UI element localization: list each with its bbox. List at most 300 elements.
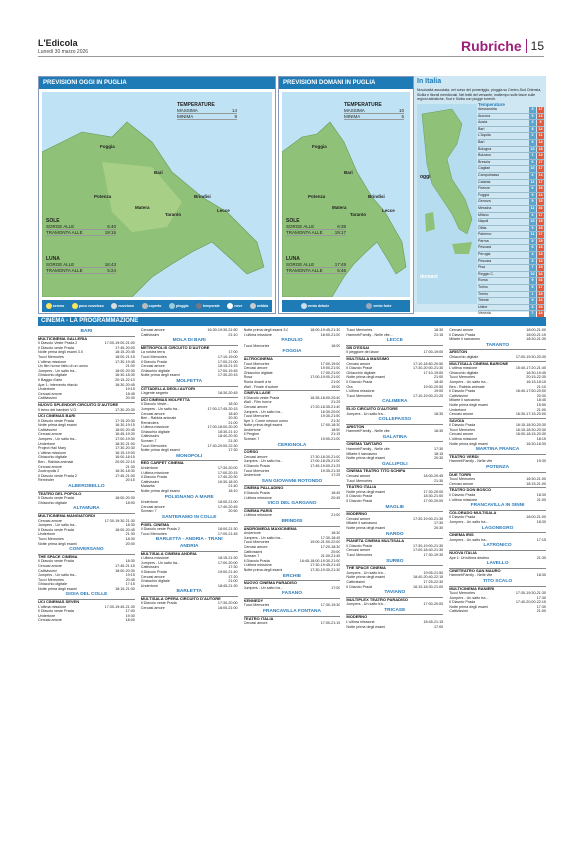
film-title: Tucci Memories — [449, 591, 476, 596]
showtimes: 20:30 — [228, 416, 238, 421]
showtimes: 17:30 — [433, 447, 444, 452]
sunset-value: 19:17 — [334, 230, 346, 235]
film-title: Ora — [346, 384, 353, 389]
film-title: Ghiacchio digitale — [140, 368, 170, 373]
sun-box — [46, 218, 116, 236]
showtimes: 17:30 — [228, 565, 238, 570]
showtimes: 17:40-20:00-22:15 — [515, 600, 546, 605]
film-title: Tucci Memories — [38, 577, 64, 582]
film-title: Reminder — [38, 478, 54, 483]
showtimes: 19:00 — [433, 389, 444, 394]
film-title: Il Diavolo veste Prada — [38, 559, 74, 564]
storm-icon — [196, 303, 202, 309]
max-temp: 13 — [538, 252, 543, 257]
cinema-name: CINEMA PARIS — [244, 508, 341, 514]
temperature-row — [478, 245, 544, 252]
city-label: Brindisi — [368, 194, 385, 199]
showtimes: 18:00-21:00 — [526, 515, 546, 520]
showtimes: 17:00 — [331, 585, 341, 590]
showtimes: 17:45-20:00 — [115, 345, 135, 350]
cinema-name: CINEMA TARTARO — [346, 441, 443, 447]
film-title: Undertone — [243, 473, 261, 478]
film-title: Jumpers - Un salto tra... — [140, 406, 181, 411]
showtimes: 16:30-17:15-20:00 — [515, 412, 546, 417]
showtimes: 17:00-20:00 — [423, 499, 444, 503]
showtimes: 18:30 — [536, 519, 546, 524]
showtimes: 18:15-21:15 — [217, 364, 238, 369]
city-heading: ERCHIE — [282, 573, 302, 579]
showtimes: 18:00-21:00 — [217, 500, 238, 505]
film-title: Notte prima degli esami — [243, 567, 283, 572]
film-title: Undertone — [140, 583, 159, 588]
film-title: Ghiacchio digitale — [346, 370, 376, 375]
max-temp: 14 — [538, 192, 543, 197]
temperature-row — [478, 219, 544, 226]
showtimes: 17:00-19:45 — [217, 368, 238, 373]
cinema-name: MODERNO — [346, 614, 443, 620]
film-title: Ghiacchio digitale — [38, 500, 68, 505]
showtimes: 17:00-21:15 — [320, 621, 341, 626]
film-title: Hamnet/Family - Nelle vite — [346, 429, 390, 434]
city-name: Palermo — [478, 232, 492, 237]
film-listing — [141, 489, 238, 494]
film-title: Il Diavolo veste Prada 2 — [140, 527, 180, 532]
temperature-row — [478, 120, 544, 127]
city-name: Parma — [478, 238, 489, 243]
showtimes: 16:30-20:00 — [320, 409, 341, 414]
showtimes: 17:00-18:40-21:30 — [413, 548, 444, 553]
film-listing — [141, 584, 238, 589]
cinema-name: CINEMA TEATRO TITO SCHIPA — [346, 468, 443, 474]
film-title: Jumpers - Un salto tra... — [346, 411, 386, 416]
showtimes: 17:15-20:30 — [115, 418, 135, 423]
film-title: Tucci Memories — [38, 536, 64, 541]
city-heading: TARANTO — [486, 342, 510, 348]
temperature-box — [177, 102, 237, 120]
film-title: Jumpers - Un salto tra... — [243, 459, 283, 464]
min-temp: 3 — [529, 107, 536, 113]
film-title: Notte prima degli esami — [140, 373, 180, 378]
cinema-name: UCI CINEMAS SEVEN — [38, 599, 135, 605]
city-heading: LAVELLO — [486, 561, 509, 567]
cinema-name: MULTISALA MASSIMO — [346, 356, 443, 362]
sunset-value: 19:15 — [104, 230, 116, 235]
film-title: Undertone — [243, 531, 261, 536]
film-title: Il Diavolo Prada — [449, 493, 476, 497]
snow-icon — [227, 303, 233, 309]
temperature-row — [478, 180, 544, 187]
showtimes: 18:30-21:00 — [423, 494, 444, 499]
max-temp: 16 — [538, 278, 543, 283]
temperature-row — [478, 232, 544, 239]
city-heading: FRANCAVILLA FONTANA — [262, 609, 321, 615]
forecast-tomorrow-panel — [278, 76, 414, 314]
cinema-name: TEATRO ITALIA — [244, 616, 341, 622]
temperature-title: TEMPERATURE — [344, 102, 382, 108]
temperature-row — [478, 272, 544, 279]
cinema-name: MULTISALA CINEMA ANDRIA — [141, 551, 238, 557]
legend-item: temporale — [196, 303, 220, 309]
moonset-value: 5:46 — [337, 268, 346, 273]
showtimes: 18:30 — [125, 536, 135, 541]
film-title: Tucci Memories — [346, 478, 373, 483]
showtimes: 19:30 — [125, 613, 135, 618]
cinema-name: ALTROCINEMA — [244, 356, 341, 362]
temperature-row — [478, 186, 544, 193]
film-title: Tucci Memories — [243, 540, 270, 545]
city-name: Bari — [478, 126, 485, 131]
film-title: Milarte il sarcasmo — [346, 521, 378, 526]
max-temp: 15 — [538, 291, 543, 296]
showtimes: 17:30-19:30-21:30 — [515, 591, 546, 596]
film-title: Cattivissimi — [38, 396, 57, 401]
max-temp: 15 — [538, 225, 543, 230]
showtimes: 16:45-19:30 — [115, 432, 135, 437]
film-title: Milarte il sarcasmo — [449, 337, 480, 342]
section-title: Rubriche — [460, 38, 522, 54]
showtimes: 16:15-18:30-20:30 — [515, 423, 546, 428]
showtimes: 16:00-18:15 — [115, 455, 135, 460]
city-name: Trento — [478, 291, 489, 296]
showtimes: 17:15 — [125, 582, 135, 587]
showtimes: 16:30-18:20 — [217, 479, 238, 484]
film-title: Ben - Rabbia animale — [449, 384, 485, 389]
cinema-listings — [38, 328, 546, 806]
showtimes: 18:15-20:45 — [115, 350, 135, 355]
film-title: Jumpers - Un salto tra... — [449, 537, 489, 542]
min-temp: 4 — [529, 252, 536, 258]
film-listing — [38, 478, 135, 483]
showtimes: 16:15-18:30-20:30 — [515, 427, 546, 432]
city-name: Bolzano — [478, 153, 491, 158]
city-heading: MONOPOLI — [176, 453, 203, 459]
film-title: Jumpers - Un salto tra... — [346, 570, 386, 575]
film-title: Il peggiore dei lavori — [346, 350, 380, 355]
film-title: Il Diavolo veste Prada — [38, 345, 74, 350]
showtimes: 19:00-21:40 — [217, 569, 238, 574]
film-title: L'ultima missione — [449, 366, 478, 371]
showtimes: 17:00 — [125, 609, 135, 614]
film-listing — [244, 568, 341, 573]
city-heading: ALBEROBELLO — [68, 484, 105, 489]
showtimes: 17:30-18:30-21:00 — [310, 454, 341, 459]
temperature-row — [478, 199, 544, 206]
italy-description: Nuvolosità associata, nel corso del pomeriggio, pioggia su Centro-Sud Ortensia, Sicilia e litorali meridionali. Nei tratti del versante, maltempo sulle fasce sulle regioni adriatiche, Sud e Sicilia con piogge torrenti. — [417, 88, 542, 101]
film-title: Cercasi amore — [243, 404, 268, 409]
showtimes: 16:10-18:30-21:00 — [413, 584, 444, 589]
showtimes: 21:30 — [536, 555, 546, 560]
film-title: Hamnet/Family - Nelle vite — [346, 447, 390, 452]
city-heading: PADULIO — [281, 338, 303, 344]
divider — [38, 56, 544, 57]
showtimes: 18:30 — [433, 328, 444, 332]
min-temp: 10 — [530, 219, 535, 224]
film-title: Ghiacchio digitale — [243, 370, 273, 375]
film-title: L'ultima missione — [140, 425, 169, 430]
showtimes: 18:00 — [331, 343, 341, 348]
film-title: Il Baggio d'arte — [38, 377, 63, 382]
sun-title: SOLE — [286, 218, 300, 224]
showtimes: 18:15-21:00 — [526, 481, 546, 486]
city-heading: NARDO — [385, 531, 404, 537]
min-temp: 3 — [529, 305, 536, 311]
film-title: Un film horror fatto di un uomo — [38, 364, 88, 369]
showtimes: 18:00-21:00 — [320, 332, 341, 337]
puglia-map — [42, 92, 272, 297]
showtimes: 18:40-20:30 — [217, 434, 238, 439]
max-temp: 17 — [538, 232, 543, 237]
showtimes: 19:00-21:00 — [320, 437, 341, 442]
cinema-name: ELIO CIRCUITO D'AUTORE — [346, 406, 443, 412]
city-name: Firenze — [478, 186, 490, 191]
showtimes: 17:30-19:00-21:30 — [413, 516, 444, 521]
overcast-icon — [142, 303, 148, 309]
min-temp: 5 — [529, 239, 536, 245]
min-temp: 9 — [529, 226, 536, 232]
showtimes: 18:00-21:30 — [217, 527, 238, 532]
max-temp: 14 — [538, 139, 543, 144]
cinema-name: NUOVO CINEMA PARADISO — [244, 580, 341, 586]
film-listing — [141, 333, 238, 338]
legend-item: nuvoloso — [111, 303, 134, 309]
showtimes: 20:45 — [331, 495, 341, 500]
temperature-row — [478, 265, 544, 272]
film-listing — [38, 542, 135, 547]
film-title: Cercasi amore — [140, 411, 165, 416]
film-title: Il Diavolo Prada — [449, 423, 476, 428]
weather-legend — [282, 300, 410, 312]
film-title: Jumpers - Un salto tra... — [140, 560, 181, 565]
cinema-name: MULTICINEMA GALLERIA — [38, 336, 135, 342]
film-listing — [244, 473, 341, 478]
showtimes: 17:00 — [433, 624, 444, 629]
section-header — [461, 38, 544, 54]
cinema-name: TEATRO DON BOSCO — [449, 487, 546, 493]
film-title: Jumpers - Un salto tra... — [449, 379, 489, 384]
film-title: Tucci Memories — [449, 477, 476, 482]
showtimes: 18:40 — [433, 379, 444, 384]
film-title: Wall - Finale d'autore — [243, 384, 279, 389]
city-name: Bari — [478, 139, 485, 144]
city-heading: BARLETTA — [176, 589, 202, 595]
city-heading: COLLEPASSO — [378, 417, 412, 423]
listing-column — [449, 328, 546, 806]
film-listing — [244, 385, 341, 390]
film-listing — [449, 498, 546, 503]
film-listing — [346, 333, 443, 338]
showtimes: 21:00 — [536, 407, 546, 412]
film-title: Tucci Memories — [243, 343, 270, 348]
temperature-row — [478, 252, 544, 259]
film-title: Notte prima degli esami — [38, 423, 77, 428]
film-listing — [449, 573, 546, 578]
film-listing — [141, 391, 238, 396]
film-title: Malavita — [140, 484, 155, 489]
film-listing — [141, 509, 238, 514]
showtimes: 21:00 — [433, 375, 444, 380]
showtimes: 17:30 — [536, 604, 546, 609]
film-title: Undertone — [38, 387, 56, 392]
city-heading: TRICASE — [384, 607, 406, 613]
city-name: Reggio C. — [478, 271, 494, 276]
film-title: Zootropolis 2 — [38, 469, 60, 474]
showtimes: 16:15-19:00 — [115, 450, 135, 455]
film-title: Notte prima degli esami — [449, 604, 488, 609]
min-temp: 6 — [529, 173, 536, 179]
film-title: Cercasi amore — [449, 412, 474, 417]
showtimes: 19:05-21:50 — [423, 570, 444, 575]
showtimes: 17:00-19:00 — [423, 350, 444, 355]
temperature-row — [478, 206, 544, 213]
showtimes: 20:30 — [433, 456, 444, 461]
film-title: Tucci Memories — [140, 531, 167, 536]
showtimes: 20:45 — [125, 577, 135, 582]
temperature-title: TEMPERATURE — [177, 102, 215, 108]
showtimes: 18:30 — [125, 523, 135, 528]
film-title: Tucci Memories — [346, 552, 373, 557]
film-title: Jumpers - Un salto tra... — [243, 409, 283, 414]
sunrise-label: SORGE ALLE — [46, 224, 75, 229]
min-temp: 7 — [529, 311, 536, 317]
min-temp: 3 — [529, 120, 536, 126]
film-listing — [346, 412, 443, 417]
showtimes: 17:10-18:50-20:50 — [413, 361, 444, 366]
showtimes: 21:30 — [125, 532, 135, 537]
film-listing — [38, 618, 135, 623]
film-title: Il Diavolo Veste Prada 2 — [38, 341, 78, 346]
film-listing — [346, 625, 443, 630]
legend-item: vento forte — [366, 303, 391, 309]
showtimes: 19:30 — [536, 459, 546, 464]
film-title: Cattivissimi — [243, 549, 263, 554]
showtimes: 17:00-18:30 — [320, 423, 341, 428]
legend-item: vento debole — [301, 303, 330, 309]
showtimes: 17:00-18:00-20:20 — [207, 425, 238, 430]
city-heading: GALLIPOLI — [381, 461, 408, 467]
film-title: L'ultima missione — [346, 620, 375, 625]
max-label: MASSIMA — [177, 108, 198, 113]
moonrise-label: SORGE ALLE — [286, 262, 315, 267]
city-heading: ANDRIA — [179, 543, 199, 549]
showtimes: 18:30 — [536, 573, 546, 578]
temperature-row — [478, 160, 544, 167]
city-heading: CERIGNOLA — [277, 442, 307, 448]
showtimes: 21:40 — [228, 484, 238, 489]
cinema-name: THE SPACE CINEMA — [346, 565, 443, 571]
film-title: Il Diavolo Prada — [243, 464, 270, 469]
showtimes: 18:30 — [331, 531, 341, 536]
film-listing — [449, 442, 546, 447]
city-name: Pisa — [478, 265, 485, 270]
film-listing — [449, 520, 546, 525]
film-title: Tucci Memories — [38, 354, 64, 359]
film-listing — [449, 609, 546, 614]
max-temp: 14 — [538, 311, 543, 316]
city-name: Catania — [478, 179, 491, 184]
showtimes: 18:00-20:30 — [115, 368, 135, 373]
film-listing — [449, 538, 546, 543]
film-title: Undertone — [38, 441, 56, 446]
listing-column — [244, 328, 341, 806]
temperature-row — [478, 173, 544, 180]
cinema-name: TEATRO VERDI — [449, 454, 546, 460]
showtimes: 19:15 — [125, 573, 135, 578]
film-title: Il Diavolo veste Prada 2 — [38, 473, 77, 478]
panel-title: PREVISIONI DOMANI IN PUGLIA — [279, 77, 413, 89]
film-title: Tucci Memories — [243, 468, 270, 473]
film-title: Cercasi amore — [346, 516, 371, 521]
film-title: Cercasi amore — [140, 328, 165, 332]
film-title: Notte prima degli esami — [140, 448, 180, 453]
film-listing — [346, 585, 443, 590]
film-title: Notte prima degli esami — [38, 586, 77, 591]
film-listing — [141, 373, 238, 378]
showtimes: 17:30-19:45-21:30 — [104, 604, 135, 609]
showtimes: 17:25-22:30 — [423, 579, 444, 584]
panel-title: PREVISIONI OGGI IN PUGLIA — [39, 77, 275, 89]
film-title: Cattivissimi — [140, 434, 160, 439]
showtimes: 18:00-20:45 — [115, 427, 135, 432]
temperature-row — [478, 213, 544, 220]
cinema-name: CINEMA IRIS — [449, 532, 546, 538]
film-title: Notte prima degli esami — [449, 402, 488, 407]
film-listing — [244, 437, 341, 442]
max-temp: 14 — [538, 172, 543, 177]
rain-icon — [169, 303, 175, 309]
weather-legend — [42, 300, 272, 312]
temperature-row — [478, 292, 544, 299]
tomorrow-label: domani — [420, 274, 438, 280]
cinema-name: METROPOLIS CIRCUITO D'AUTORE — [141, 345, 238, 351]
city-name: Aosta — [478, 120, 488, 125]
showtimes: 19:30-21:50 — [320, 414, 341, 419]
city-name: Roma — [478, 278, 488, 283]
film-title: Ghiacchio digitale — [38, 373, 68, 378]
film-title: Cercasi amore — [140, 574, 165, 579]
film-listing — [141, 606, 238, 611]
showtimes: 18:45-21:15 — [423, 620, 444, 625]
temperature-row — [478, 305, 544, 312]
city-heading: BARI — [80, 329, 93, 334]
moon-title: LUNA — [46, 256, 60, 262]
max-temp: 13 — [538, 245, 543, 250]
showtimes: 21:10 — [536, 384, 546, 389]
showtimes: 17:00-18:25-21:00 — [310, 459, 341, 464]
film-title: Cercasi amore — [38, 464, 62, 469]
showtimes: 21:30 — [125, 464, 135, 469]
film-title: Milarte il sarcasmo — [449, 398, 480, 403]
film-title: Tucci Memories — [243, 414, 270, 419]
showtimes: 17:30-19:00-21:30 — [413, 543, 444, 548]
film-title: Cercasi amore — [243, 621, 268, 626]
showtimes: 17:30-20:00 — [217, 601, 238, 606]
showtimes: 19:00-20:50 — [423, 384, 444, 389]
film-title: Il Pergine — [243, 432, 260, 437]
film-title: Tucci Memories — [449, 375, 476, 380]
issue-date: Lunedì 30 marzo 2026 — [38, 49, 89, 55]
film-title: Reminders — [140, 420, 159, 425]
moonset-label: TRAMONTA ALLE — [46, 268, 83, 273]
film-title: Il Diavolo Prada — [346, 494, 373, 499]
temperature-row — [478, 107, 544, 114]
showtimes: 21:00 — [331, 379, 341, 384]
showtimes: 18:00-21:15 — [115, 354, 135, 359]
film-title: L'ultima missione — [449, 497, 478, 502]
showtimes: 18:00-21:15 — [526, 332, 546, 337]
showtimes: 17:40-20:45 — [217, 504, 238, 509]
min-value: 5 — [401, 114, 404, 119]
cinema-name: UCI CINEMAS MOLFETTA — [141, 397, 238, 403]
